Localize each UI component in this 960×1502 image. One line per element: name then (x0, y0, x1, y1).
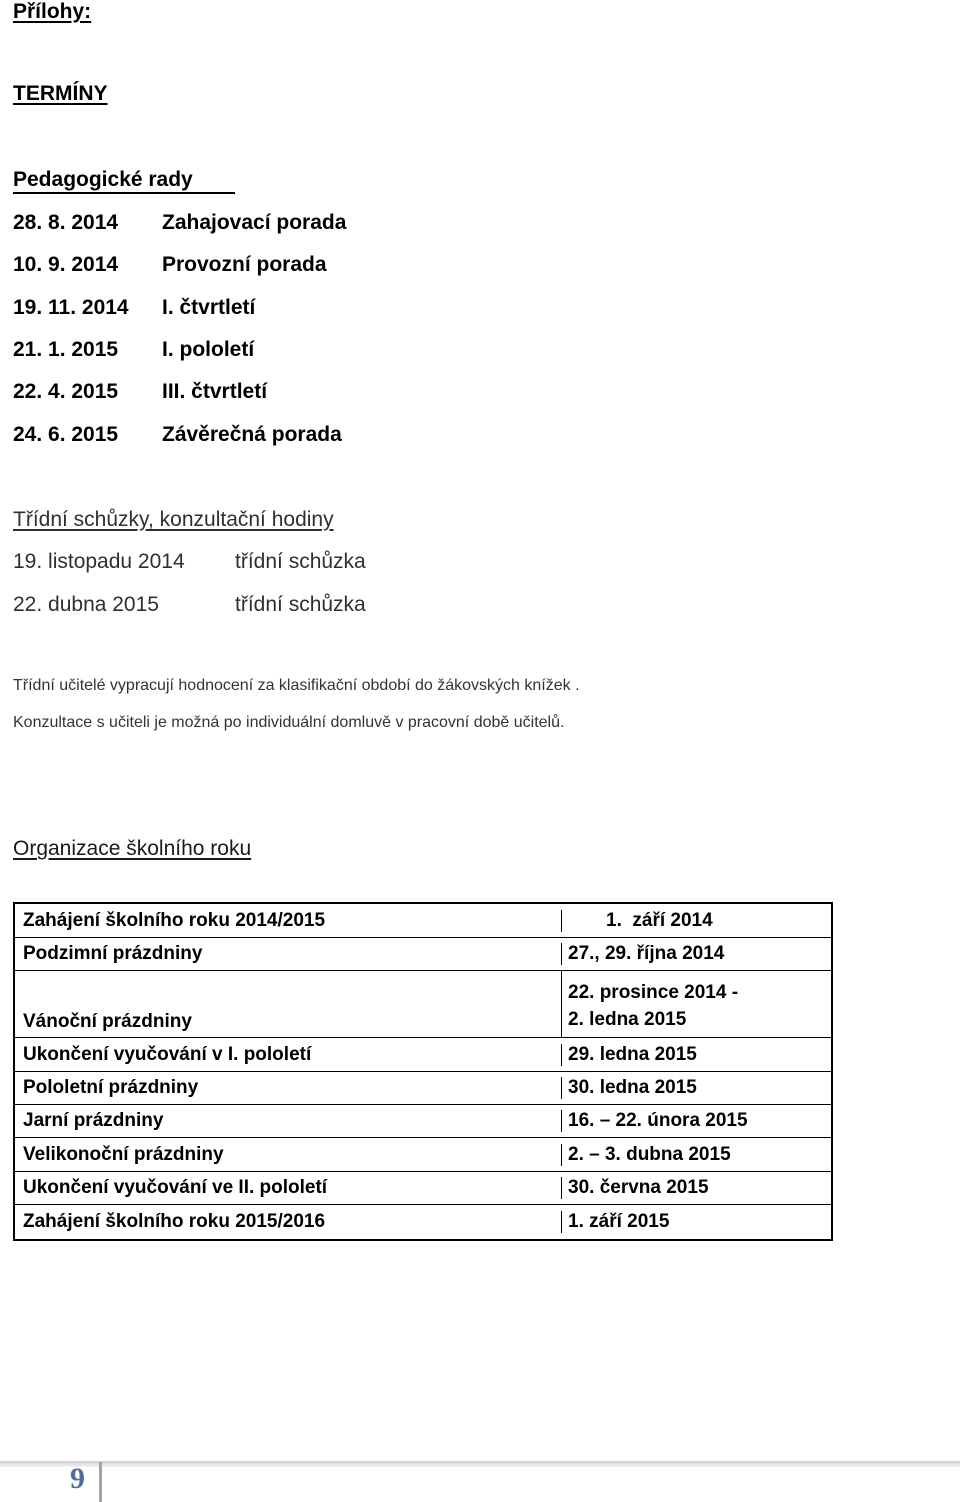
page-number: 9 (70, 1462, 85, 1495)
note-class-teachers: Třídní učitelé vypracují hodnocení za klasifikační období do žákovských knížek . (13, 677, 580, 694)
ped-label: Zahajovací porada (162, 211, 347, 234)
table-cell-event: Velikonoční prázdniny (15, 1144, 562, 1166)
ped-label: Provozní porada (162, 253, 327, 276)
table-cell-date: 1. září 2015 (568, 1211, 670, 1232)
table-cell-date-line2: 2. ledna 2015 (568, 1009, 687, 1030)
table-row (15, 1172, 831, 1205)
meeting-date: 19. listopadu 2014 (13, 550, 185, 573)
meeting-label: třídní schůzka (235, 593, 366, 616)
table-cell-date (562, 971, 831, 1037)
table-row (15, 1038, 831, 1072)
footer-vertical-bar (99, 1462, 102, 1502)
school-year-table (13, 902, 833, 1241)
ped-label: III. čtvrtletí (162, 380, 268, 403)
table-cell-event: Zahájení školního roku 2015/2016 (15, 1211, 562, 1233)
note-consultation: Konzultace s učiteli je možná po individuální domluvě v pracovní době učitelů. (13, 714, 565, 731)
table-cell-date: 27., 29. října 2014 (568, 943, 725, 964)
terms-title: TERMÍNY (13, 82, 108, 105)
pedagogical-meetings-title (13, 168, 235, 194)
ped-date: 19. 11. 2014 (13, 296, 129, 319)
table-cell-event: Vánoční prázdniny (15, 971, 562, 1037)
ped-date: 24. 6. 2015 (13, 423, 119, 446)
table-row (15, 1072, 831, 1105)
ped-date: 28. 8. 2014 (13, 211, 119, 234)
meeting-label: třídní schůzka (235, 550, 366, 573)
table-cell-event: Ukončení vyučování v I. pololetí (15, 1044, 562, 1066)
meeting-date: 22. dubna 2015 (13, 593, 159, 616)
ped-label: I. pololetí (162, 338, 255, 361)
table-row (15, 938, 831, 971)
ped-label: Závěrečná porada (162, 423, 342, 446)
table-cell-date: 16. – 22. února 2015 (568, 1110, 748, 1131)
table-cell-event: Zahájení školního roku 2014/2015 (15, 910, 562, 932)
page-heading: Přílohy: (13, 0, 92, 23)
organization-title: Organizace školního roku (13, 837, 252, 860)
table-cell-date: 1. září 2014 (606, 909, 713, 931)
table-row (15, 1138, 831, 1172)
table-row (15, 1205, 831, 1239)
ped-label: I. čtvrtletí (162, 296, 256, 319)
pedagogical-meetings-title-text: Pedagogické rady (13, 168, 193, 191)
ped-date: 21. 1. 2015 (13, 338, 119, 361)
meetings-title: Třídní schůzky, konzultační hodiny (13, 508, 334, 531)
table-cell-date: 29. ledna 2015 (568, 1043, 697, 1065)
table-cell-date: 2. – 3. dubna 2015 (568, 1143, 731, 1165)
table-cell-event: Podzimní prázdniny (15, 943, 562, 965)
ped-date: 10. 9. 2014 (13, 253, 119, 276)
ped-date: 22. 4. 2015 (13, 380, 119, 403)
footer-divider (0, 1461, 960, 1467)
table-row (15, 904, 831, 938)
table-row (15, 1105, 831, 1138)
table-cell-event: Jarní prázdniny (15, 1110, 562, 1132)
table-row (15, 971, 831, 1038)
table-cell-event: Ukončení vyučování ve II. pololetí (15, 1177, 562, 1199)
table-cell-date: 30. června 2015 (568, 1177, 709, 1198)
table-cell-date-line1: 22. prosince 2014 - (568, 982, 739, 1003)
table-cell-date: 30. ledna 2015 (568, 1077, 697, 1098)
table-cell-event: Pololetní prázdniny (15, 1077, 562, 1099)
